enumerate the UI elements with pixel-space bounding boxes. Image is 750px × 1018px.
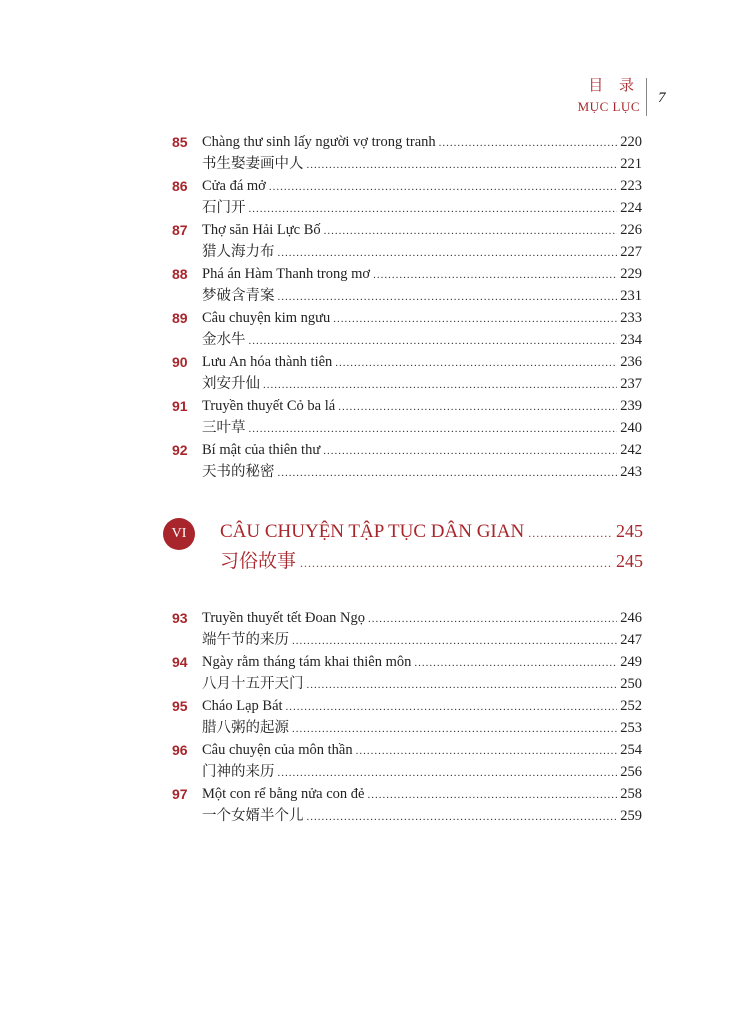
dot-leader	[528, 518, 612, 548]
entry-title: 梦破含青案	[202, 288, 275, 304]
toc-entry[interactable]	[172, 175, 642, 197]
dot-leader	[439, 132, 618, 154]
toc-entry[interactable]	[172, 673, 642, 695]
toc-entry[interactable]	[172, 395, 642, 417]
dot-leader	[300, 548, 612, 578]
toc-entry[interactable]	[172, 739, 642, 761]
entry-page: 233	[620, 310, 642, 326]
dot-leader	[324, 220, 618, 242]
dot-leader	[307, 154, 618, 176]
section-page-vi: 245	[616, 521, 643, 541]
entry-page: 237	[620, 376, 642, 392]
entry-page: 221	[620, 156, 642, 172]
entry-title: Lưu An hóa thành tiên	[202, 354, 333, 370]
toc-entry[interactable]	[172, 197, 642, 219]
entry-page: 246	[620, 610, 642, 626]
entry-number: 96	[172, 742, 188, 758]
section-title-zh: 习俗故事	[220, 551, 297, 572]
entry-title: Phá án Hàm Thanh trong mơ	[202, 266, 371, 282]
entry-title: 门神的来历	[202, 764, 275, 780]
entry-number: 85	[172, 134, 188, 150]
page-number: 7	[658, 90, 666, 106]
entry-page: 229	[620, 266, 642, 282]
dot-leader	[368, 608, 617, 630]
section-number-badge: VI	[163, 518, 195, 550]
entry-number: 93	[172, 610, 188, 626]
dot-leader	[292, 718, 617, 740]
toc-entry[interactable]	[172, 695, 642, 717]
dot-leader	[249, 198, 618, 220]
dot-leader	[263, 374, 617, 396]
entry-title: Bí mật của thiên thư	[202, 442, 321, 458]
entry-title: Ngày rằm tháng tám khai thiên môn	[202, 654, 412, 670]
entry-page: 239	[620, 398, 642, 414]
entry-title: Thợ săn Hải Lực Bố	[202, 222, 321, 238]
dot-leader	[335, 352, 617, 374]
entry-title: 金水牛	[202, 332, 246, 348]
toc-entry[interactable]	[172, 263, 642, 285]
entry-number: 87	[172, 222, 188, 238]
toc-entry[interactable]	[172, 651, 642, 673]
dot-leader	[333, 308, 617, 330]
dot-leader	[367, 784, 617, 806]
toc-entry[interactable]	[172, 285, 642, 307]
entry-page: 258	[620, 786, 642, 802]
section-page-zh: 245	[616, 551, 643, 571]
dot-leader	[307, 806, 618, 828]
toc-list-bottom	[172, 607, 642, 827]
entry-number: 92	[172, 442, 188, 458]
entry-title: 天书的秘密	[202, 464, 275, 480]
entry-page: 259	[620, 808, 642, 824]
entry-page: 224	[620, 200, 642, 216]
toc-entry[interactable]	[172, 761, 642, 783]
toc-list-top	[172, 131, 642, 483]
entry-title: 三叶草	[202, 420, 246, 436]
entry-page: 223	[620, 178, 642, 194]
entry-title: Một con rể bằng nửa con đẻ	[202, 786, 365, 802]
dot-leader	[323, 440, 617, 462]
dot-leader	[373, 264, 617, 286]
entry-page: 252	[620, 698, 642, 714]
entry-number: 86	[172, 178, 188, 194]
toc-entry[interactable]	[172, 417, 642, 439]
entry-page: 256	[620, 764, 642, 780]
toc-entry[interactable]	[172, 219, 642, 241]
entry-title: Câu chuyện của môn thần	[202, 742, 353, 758]
section-title-vi: CÂU CHUYỆN TẬP TỤC DÂN GIAN	[220, 521, 525, 542]
entry-title: 端午节的来历	[202, 632, 289, 648]
entry-number: 95	[172, 698, 188, 714]
entry-title: Cháo Lạp Bát	[202, 698, 283, 714]
entry-page: 240	[620, 420, 642, 436]
toc-entry[interactable]	[172, 351, 642, 373]
entry-title: 腊八粥的起源	[202, 720, 289, 736]
toc-entry[interactable]	[172, 373, 642, 395]
dot-leader	[286, 696, 618, 718]
entry-page: 253	[620, 720, 642, 736]
dot-leader	[249, 330, 618, 352]
entry-title: 石门开	[202, 200, 246, 216]
entry-page: 231	[620, 288, 642, 304]
toc-entry[interactable]	[172, 241, 642, 263]
entry-title: 刘安升仙	[202, 376, 260, 392]
entry-page: 226	[620, 222, 642, 238]
toc-entry[interactable]	[172, 307, 642, 329]
entry-title: Câu chuyện kim ngưu	[202, 310, 331, 326]
toc-entry[interactable]	[172, 717, 642, 739]
entry-title: 一个女婿半个儿	[202, 808, 304, 824]
entry-page: 254	[620, 742, 642, 758]
dot-leader	[249, 418, 618, 440]
section-heading	[163, 516, 643, 576]
toc-entry[interactable]	[172, 607, 642, 629]
entry-page: 220	[620, 134, 642, 150]
toc-entry[interactable]	[172, 783, 642, 805]
entry-title: Truyền thuyết tết Đoan Ngọ	[202, 610, 365, 626]
dot-leader	[356, 740, 618, 762]
entry-page: 243	[620, 464, 642, 480]
entry-number: 89	[172, 310, 188, 326]
toc-entry[interactable]	[172, 329, 642, 351]
section-title-zh-row[interactable]	[220, 546, 643, 576]
entry-page: 249	[620, 654, 642, 670]
entry-number: 94	[172, 654, 188, 670]
entry-title: Chàng thư sinh lấy người vợ trong tranh	[202, 134, 436, 150]
dot-leader	[278, 286, 618, 308]
section-title-vi-row[interactable]	[220, 516, 643, 546]
dot-leader	[278, 462, 618, 484]
entry-title: 书生娶妻画中人	[202, 156, 304, 172]
running-header	[578, 76, 640, 116]
dot-leader	[278, 242, 618, 264]
dot-leader	[414, 652, 617, 674]
entry-title: Truyền thuyết Cỏ ba lá	[202, 398, 336, 414]
header-title-vi: MỤC LỤC	[577, 99, 640, 114]
entry-page: 242	[620, 442, 642, 458]
entry-title: Cửa đá mở	[202, 178, 266, 194]
entry-page: 250	[620, 676, 642, 692]
entry-title: 猎人海力布	[202, 244, 275, 260]
toc-entry[interactable]	[172, 629, 642, 651]
toc-entry[interactable]	[172, 131, 642, 153]
entry-number: 97	[172, 786, 188, 802]
entry-title: 八月十五开天门	[202, 676, 304, 692]
dot-leader	[307, 674, 618, 696]
entry-page: 247	[620, 632, 642, 648]
entry-number: 90	[172, 354, 188, 370]
toc-entry[interactable]	[172, 461, 642, 483]
entry-page: 236	[620, 354, 642, 370]
header-divider	[646, 78, 647, 116]
toc-entry[interactable]	[172, 805, 642, 827]
dot-leader	[269, 176, 617, 198]
entry-number: 91	[172, 398, 188, 414]
toc-entry[interactable]	[172, 439, 642, 461]
header-title-zh: 目 录	[588, 78, 640, 94]
entry-number: 88	[172, 266, 188, 282]
dot-leader	[278, 762, 618, 784]
entry-page: 227	[620, 244, 642, 260]
dot-leader	[292, 630, 617, 652]
entry-page: 234	[620, 332, 642, 348]
toc-entry[interactable]	[172, 153, 642, 175]
dot-leader	[338, 396, 617, 418]
